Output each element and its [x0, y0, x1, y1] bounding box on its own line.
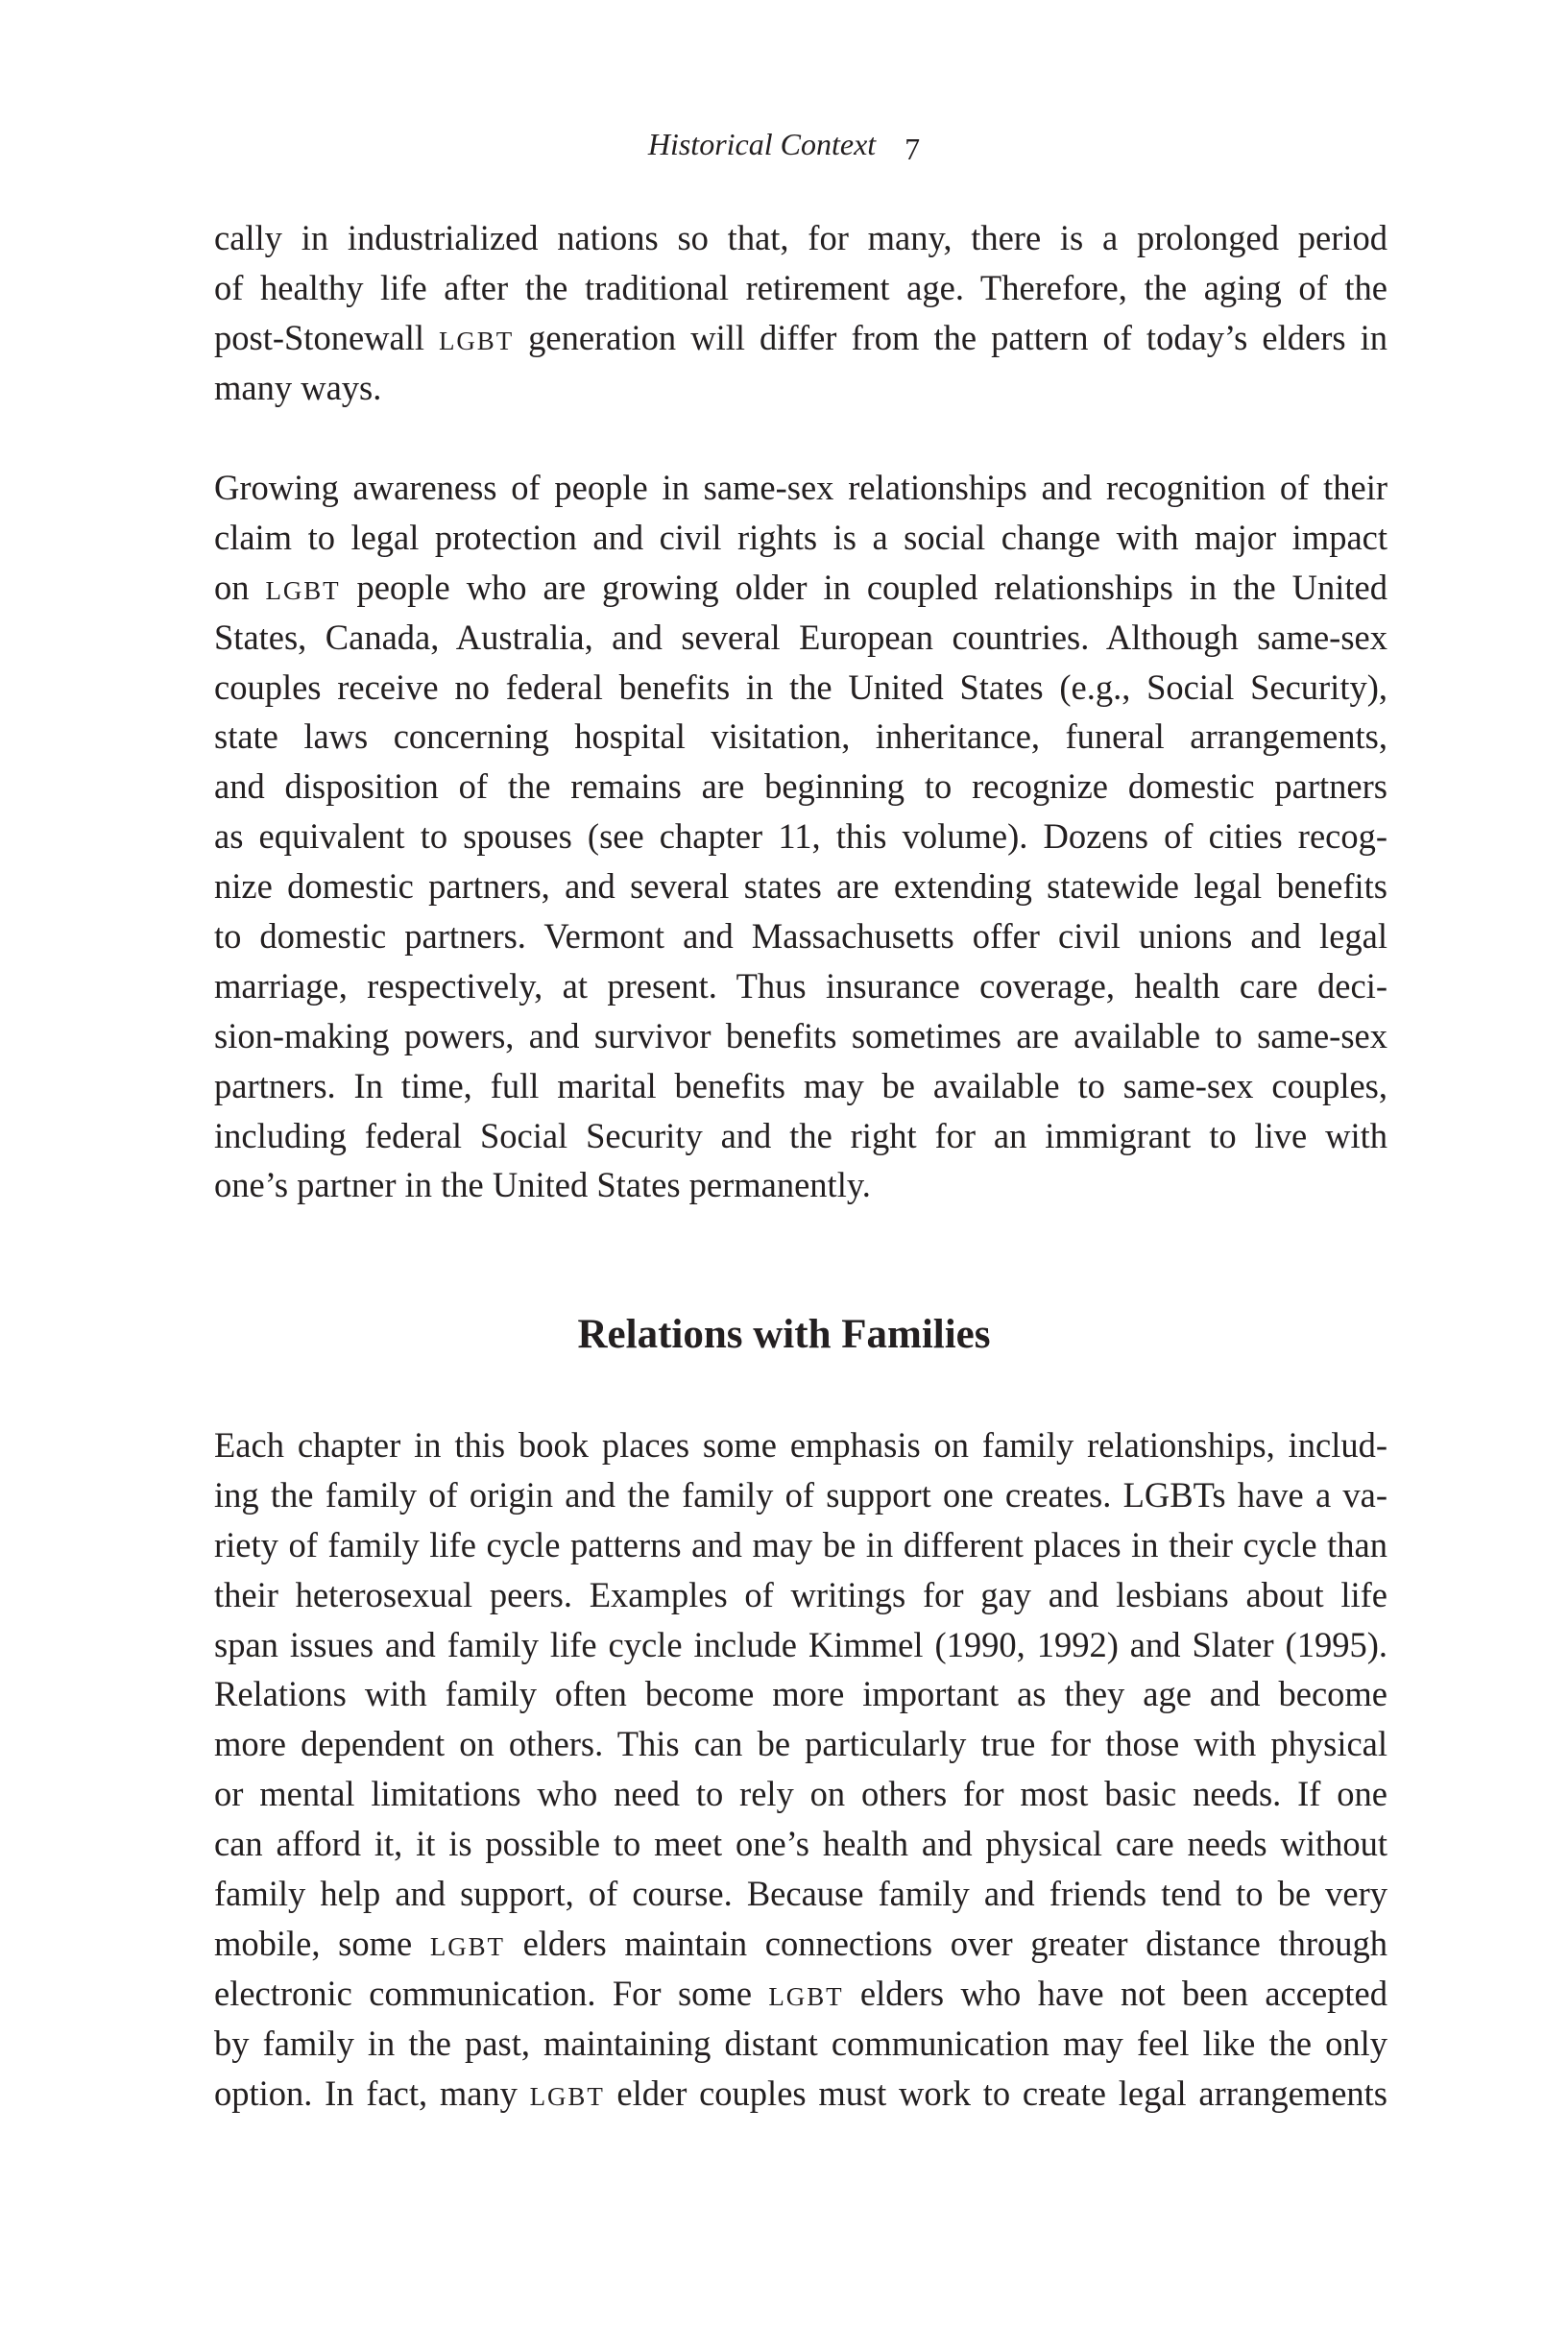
running-head — [0, 123, 1568, 165]
text-run: people who are growing older in coupled relationships in the United — [340, 567, 1387, 607]
text-line: as equivalent to spouses (see chapter 11, this volume). Dozens of cities recog- — [214, 816, 1387, 857]
text-line: nize domestic partners, and several states are extending statewide legal benefits — [214, 866, 1387, 907]
text-line: Growing awareness of people in same-sex relationships and recognition of their — [214, 468, 1387, 507]
text-line — [214, 563, 1387, 613]
text-line: couples receive no federal benefits in the United States (e.g., Social Security), — [214, 667, 1387, 707]
text-line: many ways. — [214, 367, 382, 407]
text-line: more dependent on others. This can be particularly true for those with physical — [214, 1724, 1387, 1764]
small-caps-acronym: LGBT — [768, 1981, 844, 2011]
text-line: state laws concerning hospital visitation, inheritance, funeral arrangements, — [214, 716, 1387, 757]
text-line: their heterosexual peers. Examples of writings for gay and lesbians about life — [214, 1574, 1387, 1614]
text-run: option. In fact, many — [214, 2073, 530, 2113]
text-line: one’s partner in the United States permanently. — [214, 1165, 871, 1205]
paragraph-2 — [214, 463, 1387, 1210]
text-line: of healthy life after the traditional retirement age. Therefore, the aging of the — [214, 267, 1387, 307]
text-line: partners. In time, full marital benefits may be available to same-sex couples, — [214, 1065, 1387, 1105]
text-run: on — [214, 567, 266, 607]
text-line: family help and support, of course. Because family and friends tend to be very — [214, 1874, 1387, 1914]
text-run: mobile, some — [214, 1923, 430, 1963]
text-line: by family in the past, maintaining distant communication may feel like the only — [214, 2023, 1387, 2063]
text-line: including federal Social Security and the right for an immigrant to live with — [214, 1115, 1387, 1155]
page-number: 7 — [905, 132, 921, 166]
small-caps-acronym: LGBT — [529, 2081, 605, 2111]
text-line: and disposition of the remains are beginning to recognize domestic partners — [214, 766, 1387, 807]
text-run: elder couples must work to create legal arrangements — [604, 2073, 1387, 2113]
text-run: elders maintain connections over greater distance through — [504, 1923, 1387, 1963]
text-line — [214, 2069, 1387, 2119]
text-run: generation will differ from the pattern of today’s elders in — [514, 317, 1387, 357]
text-line: cally in industrialized nations so that, for many, there is a prolonged period — [214, 218, 1387, 257]
text-line: Relations with family often become more important as they age and become — [214, 1674, 1387, 1714]
small-caps-acronym: LGBT — [265, 575, 341, 605]
text-line: riety of family life cycle patterns and may be in different places in their cycle than — [214, 1524, 1387, 1564]
text-line: span issues and family life cycle include Kimmel (1990, 1992) and Slater (1995). — [214, 1624, 1387, 1664]
text-line: Each chapter in this book places some emphasis on family relationships, includ- — [214, 1425, 1387, 1465]
text-run: post-Stonewall — [214, 317, 440, 357]
text-line: to domestic partners. Vermont and Massachusetts offer civil unions and legal — [214, 916, 1387, 957]
paragraph-1 — [214, 213, 1387, 413]
paragraph-3 — [214, 1420, 1387, 2118]
text-line: marriage, respectively, at present. Thus insurance coverage, health care deci- — [214, 965, 1387, 1006]
text-line — [214, 1919, 1387, 1969]
text-line: claim to legal protection and civil rights is a social change with major impact — [214, 517, 1387, 557]
section-heading: Relations with Families — [577, 1312, 991, 1357]
text-run: electronic communication. For some — [214, 1973, 769, 2013]
text-line: or mental limitations who need to rely on others for most basic needs. If one — [214, 1774, 1387, 1814]
text-run: elders who have not been accepted — [843, 1973, 1387, 2013]
small-caps-acronym: LGBT — [439, 326, 515, 355]
text-line: can afford it, it is possible to meet one’s health and physical care needs without — [214, 1824, 1387, 1864]
text-line: ing the family of origin and the family of support one creates. LGBTs have a va- — [214, 1474, 1387, 1515]
text-line: States, Canada, Australia, and several European countries. Although same-sex — [214, 617, 1387, 657]
text-line — [214, 313, 1387, 363]
text-line: sion-making powers, and survivor benefits sometimes are available to same-sex — [214, 1015, 1387, 1055]
running-head-title: Historical Context — [647, 127, 877, 161]
text-line — [214, 1969, 1387, 2019]
small-caps-acronym: LGBT — [429, 1931, 505, 1961]
